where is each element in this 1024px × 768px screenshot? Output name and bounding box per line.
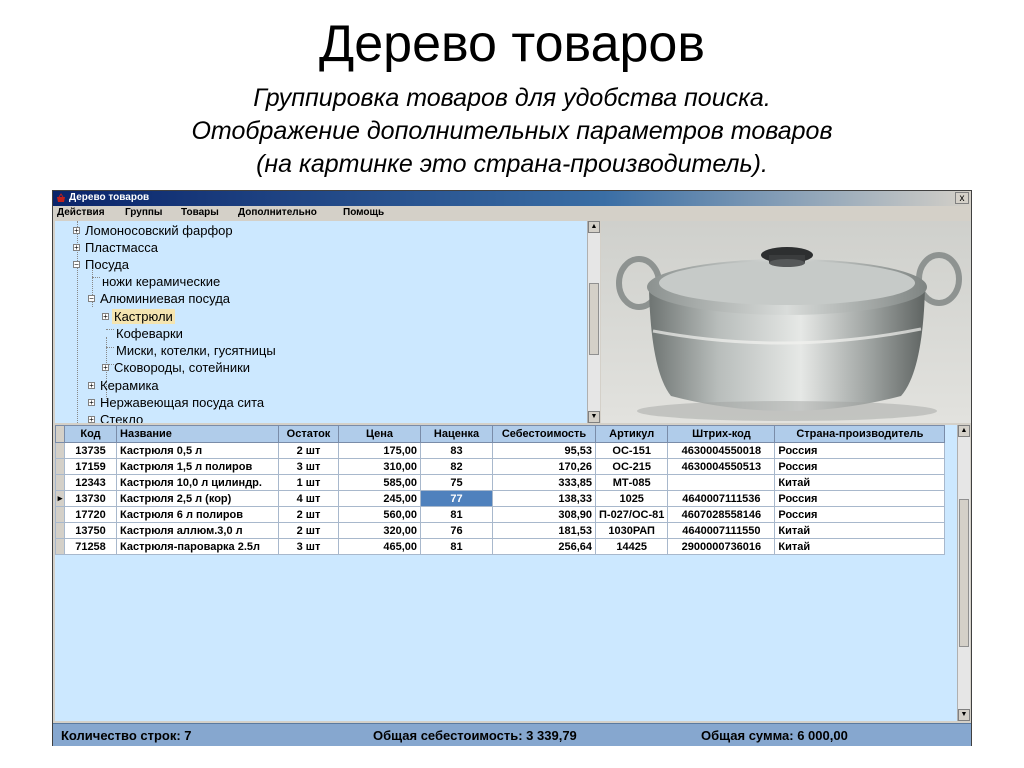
- cell-price[interactable]: 310,00: [339, 459, 421, 475]
- menu-additional[interactable]: Дополнительно: [238, 207, 317, 218]
- current-row-indicator-icon[interactable]: ▸: [56, 491, 65, 507]
- cell-name[interactable]: Кастрюля 2,5 л (кор): [117, 491, 279, 507]
- expand-icon[interactable]: +: [74, 243, 79, 252]
- expand-icon[interactable]: +: [103, 312, 108, 321]
- cell-markup[interactable]: 81: [421, 539, 493, 555]
- row-indicator[interactable]: [56, 539, 65, 555]
- column-header-markup[interactable]: Наценка: [421, 426, 493, 443]
- cell-barcode[interactable]: 2900000736016: [668, 539, 775, 555]
- cell-code[interactable]: 13735: [65, 443, 117, 459]
- collapse-icon[interactable]: −: [74, 260, 79, 269]
- tree-node-label: Миски, котелки, гусятницы: [116, 343, 276, 358]
- cell-stock[interactable]: 4 шт: [279, 491, 339, 507]
- cell-article[interactable]: 14425: [596, 539, 668, 555]
- menu-goods[interactable]: Товары: [181, 207, 219, 218]
- cell-price[interactable]: 585,00: [339, 475, 421, 491]
- cell-cost[interactable]: 95,53: [493, 443, 596, 459]
- tree-node-label: Керамика: [100, 378, 159, 393]
- cell-stock[interactable]: 1 шт: [279, 475, 339, 491]
- menu-help[interactable]: Помощь: [343, 207, 385, 218]
- grid-header-row: [56, 426, 945, 443]
- cell-price[interactable]: 320,00: [339, 523, 421, 539]
- cell-name[interactable]: Кастрюля 10,0 л цилиндр.: [117, 475, 279, 491]
- cell-markup[interactable]: 76: [421, 523, 493, 539]
- grid-scrollbar[interactable]: [957, 425, 970, 721]
- cell-cost[interactable]: 308,90: [493, 507, 596, 523]
- cell-country[interactable]: Россия: [775, 507, 945, 523]
- tree-node-coffee-makers[interactable]: [116, 326, 183, 341]
- slide-title: Дерево товаров: [319, 15, 705, 73]
- cell-price[interactable]: 245,00: [339, 491, 421, 507]
- cell-barcode[interactable]: 4607028558146: [668, 507, 775, 523]
- cell-code[interactable]: 13750: [65, 523, 117, 539]
- cell-article[interactable]: ОС-151: [596, 443, 668, 459]
- row-indicator[interactable]: [56, 523, 65, 539]
- window-title: Дерево товаров: [69, 192, 150, 203]
- table-row[interactable]: [56, 507, 945, 523]
- cell-article[interactable]: П-027/ОС-81: [596, 507, 668, 523]
- row-count-label: Количество строк: 7: [61, 728, 192, 743]
- row-indicator[interactable]: [56, 475, 65, 491]
- cell-barcode[interactable]: 4640007111536: [668, 491, 775, 507]
- tree-node-label: Алюминиевая посуда: [100, 291, 231, 306]
- cell-name[interactable]: Кастрюля аллюм.3,0 л: [117, 523, 279, 539]
- slide-subtitle-line-2: Отображение дополнительных параметров товаров: [191, 117, 833, 145]
- basket-icon: [56, 193, 66, 203]
- expand-icon[interactable]: +: [89, 415, 94, 423]
- cell-barcode[interactable]: 4640007111550: [668, 523, 775, 539]
- cell-stock[interactable]: 2 шт: [279, 523, 339, 539]
- tree-node-label: Нержавеющая посуда сита: [100, 395, 265, 410]
- cell-code[interactable]: 17720: [65, 507, 117, 523]
- tree-node-label: Кофеварки: [116, 326, 183, 341]
- tree-node-label: Сковороды, сотейники: [114, 360, 251, 375]
- tree-node-aluminium[interactable]: [88, 291, 230, 306]
- column-header-barcode[interactable]: Штрих-код: [668, 426, 775, 443]
- tree-node-label: Посуда: [85, 257, 129, 272]
- table-row-current[interactable]: [56, 491, 945, 507]
- tree-node-plastic[interactable]: [73, 240, 158, 255]
- status-bar: [53, 723, 971, 746]
- tree-node-label: Пластмасса: [85, 240, 159, 255]
- row-indicator-header: [56, 426, 65, 443]
- tree-node-frying-pans[interactable]: [102, 360, 250, 375]
- cell-article[interactable]: 1030РАП: [596, 523, 668, 539]
- collapse-icon[interactable]: −: [89, 294, 94, 303]
- close-button[interactable]: x: [955, 192, 969, 204]
- cell-price[interactable]: 560,00: [339, 507, 421, 523]
- tree-node-label-selected: Кастрюли: [114, 309, 173, 324]
- column-header-country[interactable]: Страна-производитель: [775, 426, 945, 443]
- cell-stock[interactable]: 2 шт: [279, 443, 339, 459]
- cell-markup-selected[interactable]: 77: [421, 491, 493, 507]
- tree-scrollbar[interactable]: [587, 221, 600, 423]
- cell-markup[interactable]: 83: [421, 443, 493, 459]
- tree-node-pots[interactable]: [102, 309, 175, 324]
- expand-icon[interactable]: +: [89, 381, 94, 390]
- table-row[interactable]: [56, 523, 945, 539]
- cell-code[interactable]: 17159: [65, 459, 117, 475]
- cell-code[interactable]: 13730: [65, 491, 117, 507]
- cell-code[interactable]: 12343: [65, 475, 117, 491]
- cell-article[interactable]: 1025: [596, 491, 668, 507]
- column-header-code[interactable]: Код: [65, 426, 117, 443]
- tree-node-stainless[interactable]: [88, 395, 264, 410]
- tree-node-dishes[interactable]: [73, 257, 129, 272]
- window-titlebar[interactable]: [53, 191, 971, 206]
- tree-node-label: Стекло: [100, 412, 144, 423]
- cell-name[interactable]: Кастрюля-пароварка 2.5л: [117, 539, 279, 555]
- row-indicator[interactable]: [56, 459, 65, 475]
- cell-name[interactable]: Кастрюля 1,5 л полиров: [117, 459, 279, 475]
- tree-node-ceramic-knives[interactable]: [102, 274, 220, 289]
- scroll-up-icon[interactable]: ▲: [588, 221, 600, 233]
- cell-cost[interactable]: 138,33: [493, 491, 596, 507]
- cell-price[interactable]: 465,00: [339, 539, 421, 555]
- row-indicator[interactable]: [56, 443, 65, 459]
- cell-cost[interactable]: 181,53: [493, 523, 596, 539]
- cooking-pot-image: [601, 221, 971, 423]
- cell-article[interactable]: ОС-215: [596, 459, 668, 475]
- cell-country[interactable]: Россия: [775, 459, 945, 475]
- tree-node-label: Ломоносовский фарфор: [85, 223, 233, 238]
- table-row[interactable]: [56, 475, 945, 491]
- cell-country[interactable]: Россия: [775, 491, 945, 507]
- cell-country[interactable]: Россия: [775, 443, 945, 459]
- products-grid[interactable]: [55, 425, 959, 721]
- total-cost-label: Общая себестоимость: 3 339,79: [373, 728, 577, 743]
- total-sum-label: Общая сумма: 6 000,00: [701, 728, 848, 743]
- tree-node-label: ножи керамические: [102, 274, 221, 289]
- tree-node-bowls[interactable]: [116, 343, 276, 358]
- scroll-down-icon[interactable]: ▼: [958, 709, 970, 721]
- table-row[interactable]: [56, 443, 945, 459]
- cell-country[interactable]: Китай: [775, 523, 945, 539]
- scroll-thumb[interactable]: [589, 283, 599, 355]
- product-image-panel: [601, 221, 971, 423]
- tree-node-ceramics[interactable]: [88, 378, 159, 393]
- cell-cost[interactable]: 256,64: [493, 539, 596, 555]
- table-row[interactable]: [56, 539, 945, 555]
- cell-country[interactable]: Китай: [775, 539, 945, 555]
- cell-markup[interactable]: 82: [421, 459, 493, 475]
- expand-icon[interactable]: +: [89, 398, 94, 407]
- scroll-down-icon[interactable]: ▼: [588, 411, 600, 423]
- menu-bar: [53, 206, 971, 220]
- expand-icon[interactable]: +: [74, 226, 79, 235]
- menu-groups[interactable]: Группы: [125, 207, 163, 218]
- slide-subtitle-line-1: Группировка товаров для удобства поиска.: [253, 84, 771, 112]
- column-header-stock[interactable]: Остаток: [279, 426, 339, 443]
- tree-node-lomonosov[interactable]: [73, 223, 233, 238]
- column-header-article[interactable]: Артикул: [596, 426, 668, 443]
- cell-cost[interactable]: 170,26: [493, 459, 596, 475]
- row-indicator[interactable]: [56, 507, 65, 523]
- cell-markup[interactable]: 75: [421, 475, 493, 491]
- menu-actions[interactable]: Действия: [57, 207, 105, 218]
- cell-barcode[interactable]: [668, 475, 775, 491]
- column-header-name[interactable]: Название: [117, 426, 279, 443]
- slide-subtitle-line-3: (на картинке это страна-производитель).: [256, 150, 768, 178]
- cell-stock[interactable]: 3 шт: [279, 539, 339, 555]
- cell-barcode[interactable]: 4630004550018: [668, 443, 775, 459]
- scroll-up-icon[interactable]: ▲: [958, 425, 970, 437]
- cell-price[interactable]: 175,00: [339, 443, 421, 459]
- column-header-cost[interactable]: Себестоимость: [493, 426, 596, 443]
- cell-stock[interactable]: 2 шт: [279, 507, 339, 523]
- cell-stock[interactable]: 3 шт: [279, 459, 339, 475]
- cell-article[interactable]: МТ-085: [596, 475, 668, 491]
- table-row[interactable]: [56, 459, 945, 475]
- cell-name[interactable]: Кастрюля 6 л полиров: [117, 507, 279, 523]
- cell-code[interactable]: 71258: [65, 539, 117, 555]
- cell-markup[interactable]: 81: [421, 507, 493, 523]
- column-header-price[interactable]: Цена: [339, 426, 421, 443]
- expand-icon[interactable]: +: [103, 363, 108, 372]
- scroll-thumb[interactable]: [959, 499, 969, 647]
- product-tree[interactable]: [55, 221, 589, 423]
- cell-country[interactable]: Китай: [775, 475, 945, 491]
- cell-name[interactable]: Кастрюля 0,5 л: [117, 443, 279, 459]
- products-table: [55, 425, 945, 555]
- cell-barcode[interactable]: 4630004550513: [668, 459, 775, 475]
- app-window: [52, 190, 972, 746]
- cell-cost[interactable]: 333,85: [493, 475, 596, 491]
- tree-node-glass[interactable]: [88, 412, 143, 423]
